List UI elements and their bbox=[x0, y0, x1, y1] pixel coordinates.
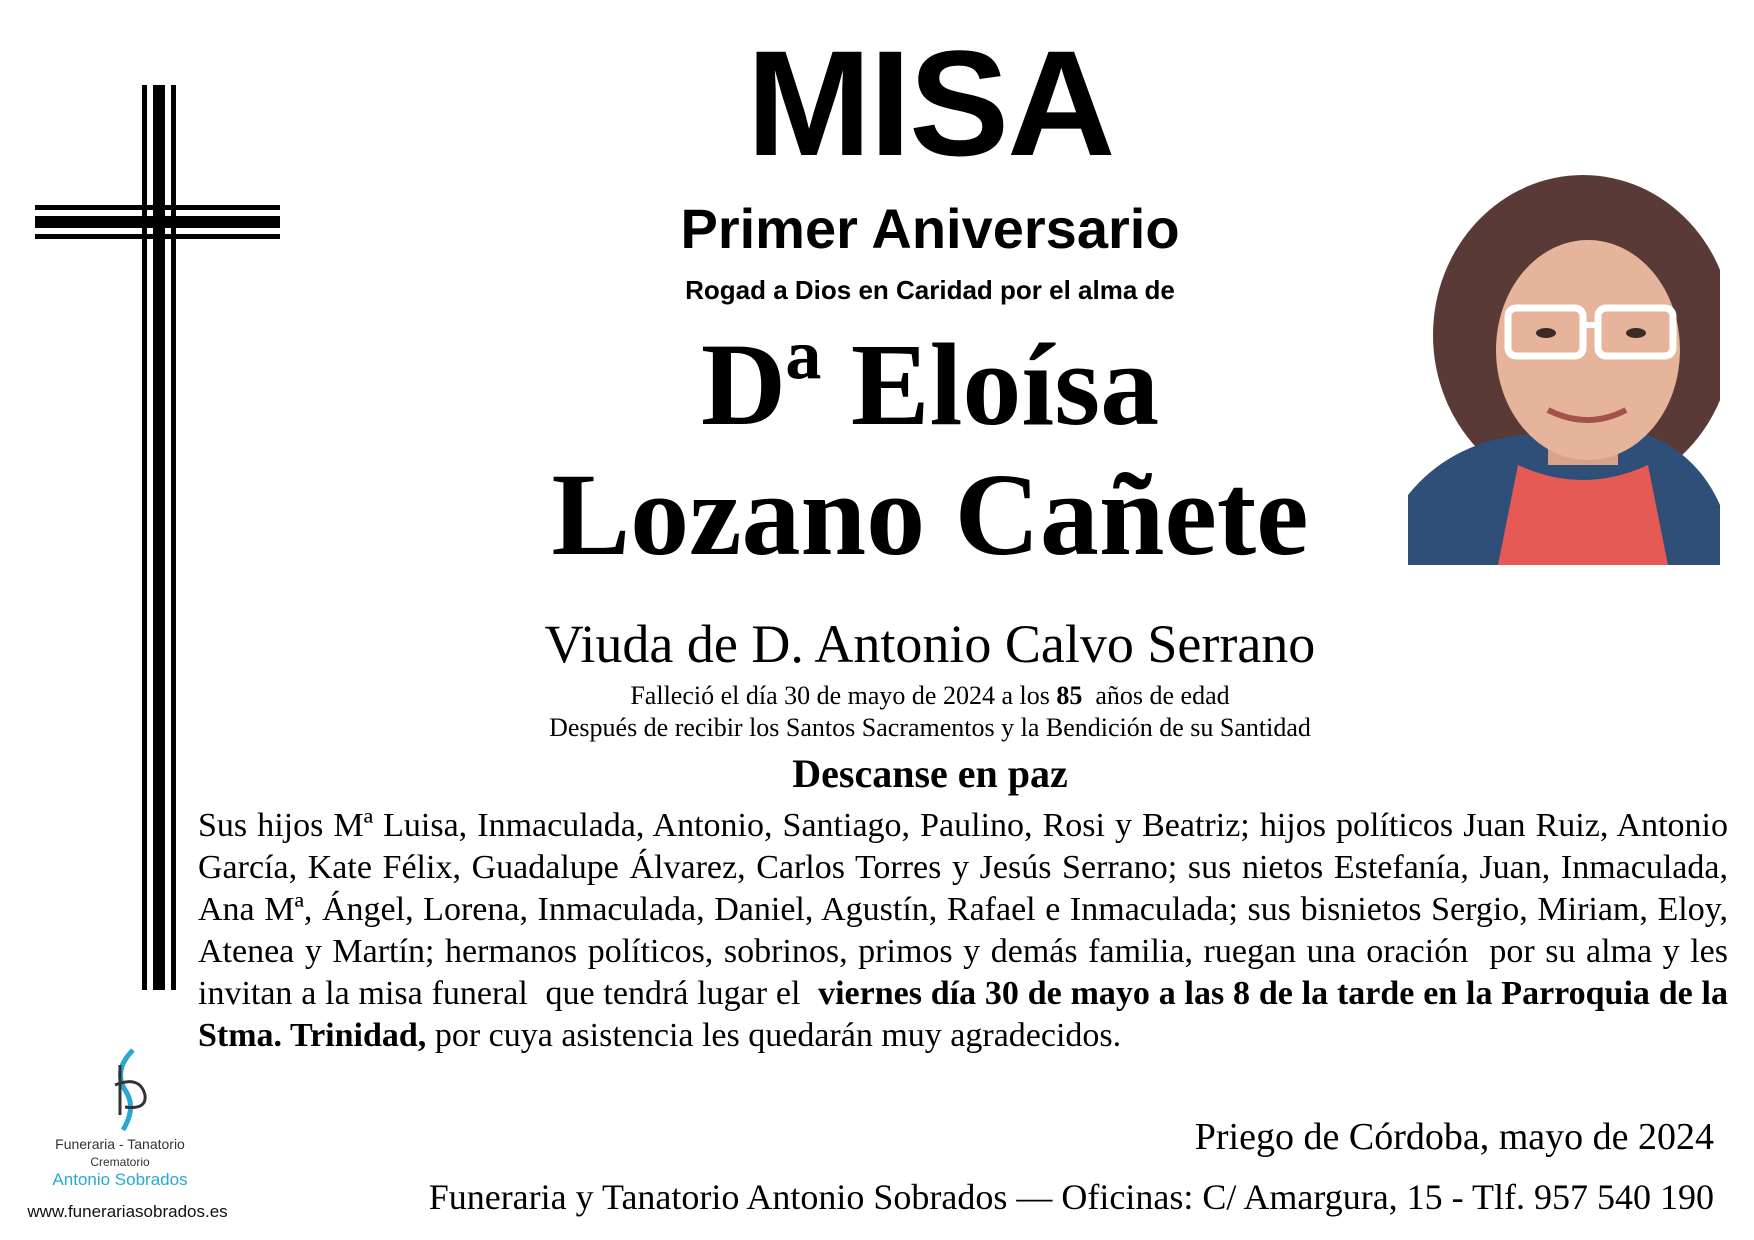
body-text-intro: Sus hijos Mª Luisa, Inmaculada, Antonio, Santiago, Paulino, Rosi y Beatriz; hijos políticos Juan Ruiz, Antonio García, Kate Félix, Guadalupe Álvarez, Carlos Torres y Jesús Serrano; sus nietos Estefanía, Juan, Inmaculada, Ana Mª, Ángel, Lorena, Inmaculada, Daniel, Agustín, Rafael e Inmaculada; sus bisnietos Sergio, Miriam, Eloy, Atenea y Martín; hermanos políticos, sobrinos, primos y demás familia, ruegan una oración por su alma y les invitan a la misa funeral que tendrá lugar el bbox=[198, 807, 1737, 1012]
subtitle: Primer Aniversario bbox=[680, 197, 1180, 260]
body-text-closing: por cuya asistencia les quedarán muy agradecidos. bbox=[426, 1017, 1122, 1054]
funeral-home-contact: Funeraria y Tanatorio Antonio Sobrados — Oficinas: C/ Amargura, 15 - Tlf. 957 540 190 bbox=[428, 1177, 1714, 1217]
sacraments-line: Después de recibir los Santos Sacramentos y la Bendición de su Santidad bbox=[549, 713, 1311, 742]
logo-line-3: Antonio Sobrados bbox=[52, 1170, 188, 1189]
death-date-text: Falleció el día 30 de mayo de 2024 a los bbox=[630, 681, 1057, 710]
deceased-name-surname: Lozano Cañete bbox=[551, 449, 1309, 580]
body-text-event-details: viernes día 30 de mayo a las 8 de la tarde en la Parroquia de la Stma. Trinidad, bbox=[198, 975, 1728, 1054]
logo-line-2: Crematorio bbox=[90, 1155, 150, 1169]
page-title: MISA bbox=[746, 19, 1114, 187]
prayer-line: Rogad a Dios en Caridad por el alma de bbox=[685, 275, 1175, 305]
age-suffix-text: años de edad bbox=[1082, 681, 1230, 710]
deceased-name-first: Dª Eloísa bbox=[700, 319, 1160, 450]
death-line bbox=[400, 680, 1460, 711]
logo-line-1: Funeraria - Tanatorio bbox=[55, 1136, 185, 1152]
place-date: Priego de Córdoba, mayo de 2024 bbox=[1194, 1116, 1714, 1158]
website-url: www.funerariasobrados.es bbox=[27, 1202, 228, 1221]
rest-in-peace: Descanse en paz bbox=[792, 751, 1068, 796]
funeral-home-logo-icon bbox=[95, 1045, 165, 1135]
age-value: 85 bbox=[1056, 681, 1083, 710]
deceased-photo bbox=[1408, 165, 1720, 565]
announcement-body bbox=[198, 805, 1737, 1057]
widow-line: Viuda de D. Antonio Calvo Serrano bbox=[544, 614, 1316, 674]
